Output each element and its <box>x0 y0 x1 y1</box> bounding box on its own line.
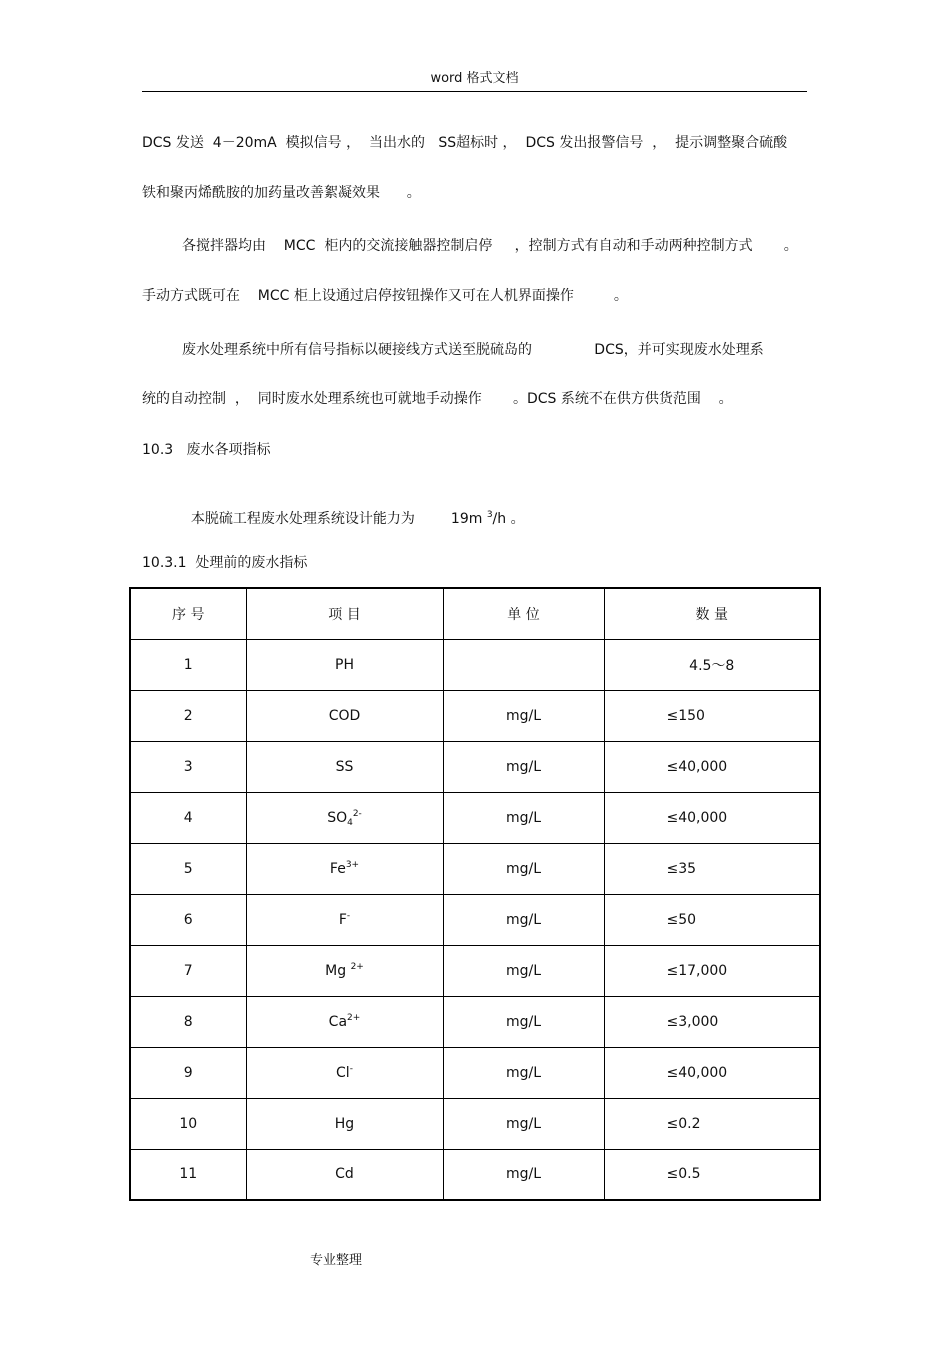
table-row <box>130 843 820 894</box>
item-name: PH <box>335 656 354 673</box>
item-superscript: - <box>346 910 351 921</box>
paragraph-line-4: 手动方式既可在 MCC 柜上设通过启停按钮操作又可在人机界面操作 。 <box>142 288 628 304</box>
cell-unit: mg/L <box>443 843 604 894</box>
cell-unit: mg/L <box>443 945 604 996</box>
cell-no: 10 <box>130 1098 246 1149</box>
item-name: Cl <box>336 1064 350 1081</box>
cell-item <box>246 1047 443 1098</box>
cell-value: ≤17,000 <box>604 945 820 996</box>
page-header: word 格式文档 <box>142 70 807 92</box>
table-row <box>130 741 820 792</box>
cell-no: 6 <box>130 894 246 945</box>
item-superscript: 2- <box>352 808 362 819</box>
header-value: 数 量 <box>604 588 820 639</box>
cell-item <box>246 690 443 741</box>
header-unit: 单 位 <box>443 588 604 639</box>
header-no: 序 号 <box>130 588 246 639</box>
item-superscript: 3+ <box>345 859 360 870</box>
page-footer: 专业整理 <box>310 1253 363 1268</box>
cell-value: 4.5～8 <box>604 639 820 690</box>
cell-item <box>246 639 443 690</box>
item-name: SO <box>327 809 348 826</box>
item-name: Fe <box>329 860 346 877</box>
item-name: SS <box>335 758 354 775</box>
cell-no: 4 <box>130 792 246 843</box>
header-item: 项 目 <box>246 588 443 639</box>
paragraph-line-5: 废水处理系统中所有信号指标以硬接线方式送至脱硫岛的 DCS，并可实现废水处理系 <box>182 342 764 358</box>
cell-item <box>246 996 443 1047</box>
capacity-line <box>182 489 525 529</box>
cell-unit: mg/L <box>443 690 604 741</box>
table-row <box>130 996 820 1047</box>
capacity-value: 19m <box>450 511 483 527</box>
item-name: COD <box>328 707 361 724</box>
table-body <box>130 639 820 1200</box>
cell-unit: mg/L <box>443 1149 604 1200</box>
cell-value: ≤50 <box>604 894 820 945</box>
table-row <box>130 945 820 996</box>
cell-value: ≤3,000 <box>604 996 820 1047</box>
cell-unit: mg/L <box>443 1047 604 1098</box>
item-superscript: 2+ <box>350 961 364 972</box>
paragraph-line-1: DCS 发送 4－20mA 模拟信号 ， 当出水的 SS超标时 ， DCS 发出报警信号 ， 提示调整聚合硫酸 <box>142 135 788 151</box>
table-header-row <box>130 588 820 639</box>
cell-unit: mg/L <box>443 894 604 945</box>
cell-item <box>246 894 443 945</box>
cell-no: 5 <box>130 843 246 894</box>
cell-item <box>246 945 443 996</box>
cell-unit: mg/L <box>443 792 604 843</box>
item-name: F <box>338 911 347 928</box>
cell-item <box>246 792 443 843</box>
cell-no: 9 <box>130 1047 246 1098</box>
paragraph-line-2: 铁和聚丙烯酰胺的加药量改善絮凝效果 。 <box>142 185 421 201</box>
cell-unit: mg/L <box>443 1098 604 1149</box>
cell-no: 11 <box>130 1149 246 1200</box>
cell-value: ≤40,000 <box>604 1047 820 1098</box>
table-row <box>130 792 820 843</box>
cell-value: ≤0.5 <box>604 1149 820 1200</box>
cell-no: 3 <box>130 741 246 792</box>
item-superscript: - <box>349 1063 353 1074</box>
capacity-sup: 3 <box>486 510 493 520</box>
item-name: Ca <box>328 1013 348 1030</box>
cell-unit: mg/L <box>443 996 604 1047</box>
table-row <box>130 1149 820 1200</box>
table-row <box>130 1047 820 1098</box>
cell-no: 7 <box>130 945 246 996</box>
cell-value: ≤40,000 <box>604 741 820 792</box>
cell-value: ≤150 <box>604 690 820 741</box>
paragraph-line-6: 统的自动控制 ， 同时废水处理系统也可就地手动操作 。DCS 系统不在供方供货范围 。 <box>142 391 733 407</box>
item-subscript: 4 <box>347 817 353 828</box>
item-name: Hg <box>334 1115 355 1132</box>
cell-value: ≤0.2 <box>604 1098 820 1149</box>
table-title: 10.3.1 处理前的废水指标 <box>142 555 308 571</box>
cell-unit <box>443 639 604 690</box>
cell-no: 1 <box>130 639 246 690</box>
table-row <box>130 894 820 945</box>
item-name: Cd <box>335 1166 354 1183</box>
table-row <box>130 690 820 741</box>
cell-value: ≤40,000 <box>604 792 820 843</box>
capacity-text: 本脱硫工程废水处理系统设计能力为 <box>190 511 415 527</box>
item-name: Mg <box>325 962 351 979</box>
cell-item <box>246 1149 443 1200</box>
wastewater-spec-table <box>129 587 821 1201</box>
capacity-unit: /h 。 <box>492 511 525 527</box>
cell-item <box>246 843 443 894</box>
table-row <box>130 639 820 690</box>
table-row <box>130 1098 820 1149</box>
cell-item <box>246 741 443 792</box>
paragraph-line-3: 各搅拌器均由 MCC 柜内的交流接触器控制启停 ，控制方式有自动和手动两种控制方式 。 <box>182 238 798 254</box>
cell-value: ≤35 <box>604 843 820 894</box>
section-heading: 10.3 废水各项指标 <box>142 442 271 458</box>
item-superscript: 2+ <box>347 1012 361 1023</box>
cell-item <box>246 1098 443 1149</box>
cell-no: 8 <box>130 996 246 1047</box>
cell-no: 2 <box>130 690 246 741</box>
cell-unit: mg/L <box>443 741 604 792</box>
